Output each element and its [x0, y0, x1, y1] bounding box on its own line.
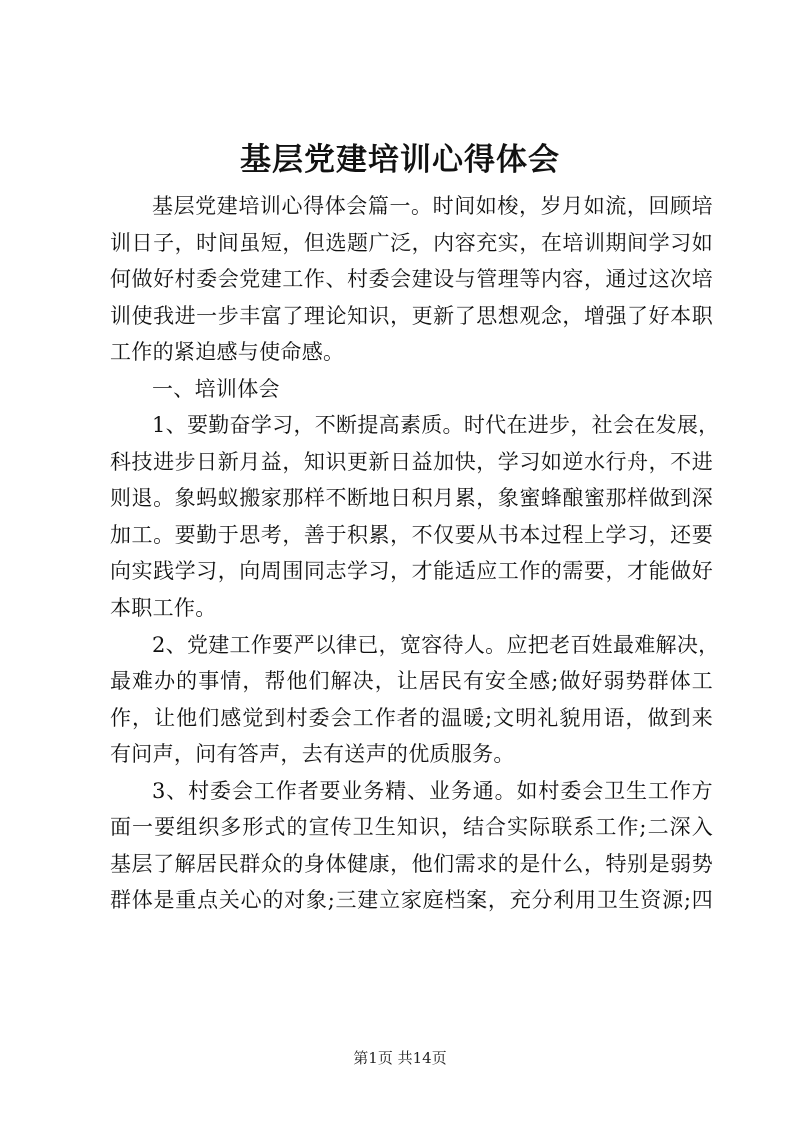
page-footer: 第1页 共14页: [353, 1049, 447, 1067]
paragraph-line: 何做好村委会党建工作、村委会建设与管理等内容，通过这次培: [110, 267, 713, 292]
paragraph-line: 训日子，时间虽短，但选题广泛，内容充实，在培训期间学习如: [110, 230, 713, 255]
paragraph-line: 则退。象蚂蚁搬家那样不断地日积月累，象蜜蜂酿蜜那样做到深: [110, 486, 713, 511]
paragraph-line: 有问声，问有答声，去有送声的优质服务。: [110, 742, 515, 767]
paragraph-line: 1、要勤奋学习，不断提高素质。时代在进步，社会在发展，: [152, 413, 720, 438]
paragraph-line: 作，让他们感觉到村委会工作者的温暖;文明礼貌用语，做到来: [110, 705, 713, 730]
document-body: [110, 188, 720, 919]
paragraph-line: 本职工作。: [110, 596, 217, 621]
paragraph-line: 基层党建培训心得体会篇一。时间如梭，岁月如流，回顾培: [152, 194, 713, 218]
paragraph-line: 2、党建工作要严以律已，宽容待人。应把老百姓最难解决，: [152, 632, 720, 657]
paragraph-line: 加工。要勤于思考，善于积累，不仅要从书本过程上学习，还要: [110, 522, 713, 547]
paragraph-line: 工作的紧迫感与使命感。: [110, 340, 345, 365]
paragraph-line: 向实践学习，向周围同志学习，才能适应工作的需要，才能做好: [110, 559, 713, 584]
paragraph-line: 科技进步日新月益，知识更新日益加快，学习如逆水行舟，不进: [110, 449, 713, 474]
paragraph-line: 训使我进一步丰富了理论知识，更新了思想观念，增强了好本职: [110, 303, 713, 328]
section-heading: 一、培训体会: [152, 376, 280, 401]
paragraph-line: 群体是重点关心的对象;三建立家庭档案，充分利用卫生资源;四: [110, 888, 713, 913]
document-title: 基层党建培训心得体会: [240, 142, 560, 178]
paragraph-line: 基层了解居民群众的身体健康，他们需求的是什么，特别是弱势: [110, 851, 713, 876]
paragraph-line: 面一要组织多形式的宣传卫生知识，结合实际联系工作;二深入: [110, 815, 713, 840]
paragraph-line: 3、村委会工作者要业务精、业务通。如村委会卫生工作方: [152, 778, 713, 803]
paragraph-line: 最难办的事情，帮他们解决，让居民有安全感;做好弱势群体工: [110, 669, 713, 694]
